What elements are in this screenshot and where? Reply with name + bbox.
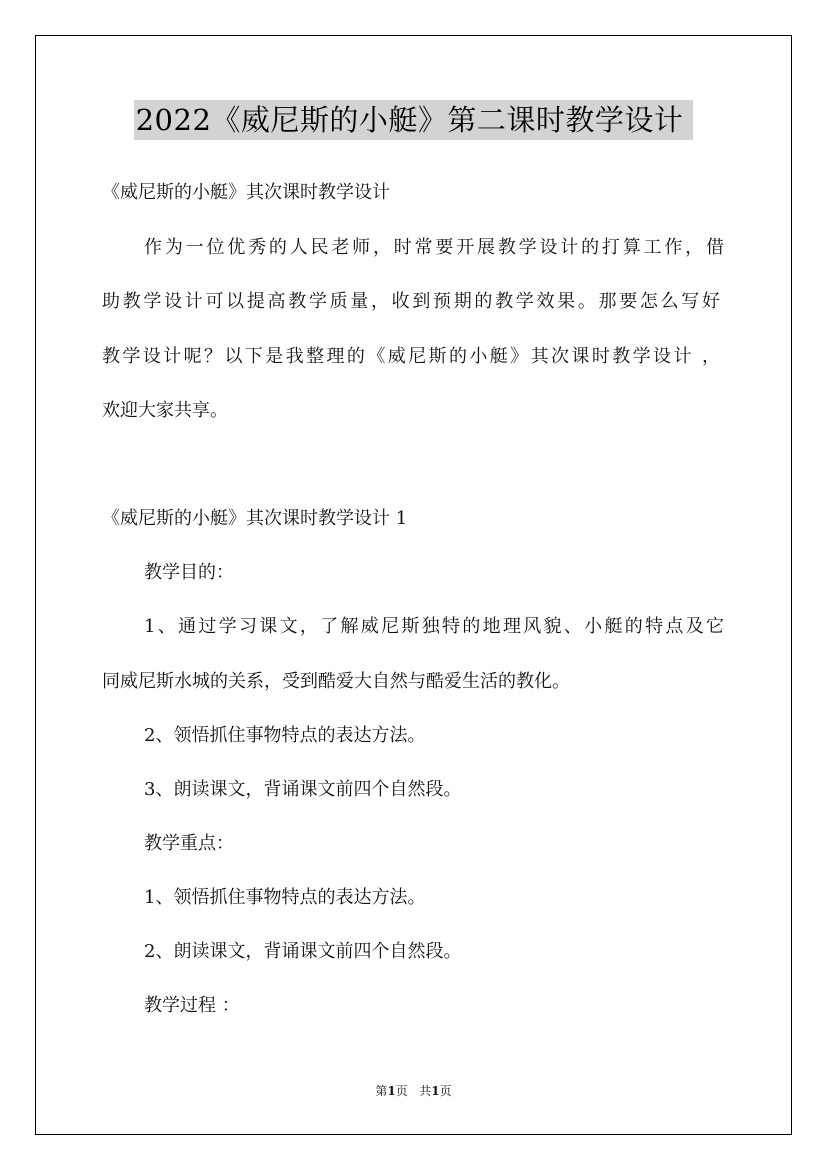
total-suffix: 页 <box>439 1084 452 1098</box>
intro-line-1: 作为一位优秀的人民老师，时常要开展教学设计的打算工作，借 <box>144 237 724 258</box>
key-point-2: 2、朗读课文，背诵课文前四个自然段。 <box>144 941 462 962</box>
document-title: 2022《威尼斯的小艇》第二课时教学设计 <box>134 100 694 140</box>
key-point-1: 1、领悟抓住事物特点的表达方法。 <box>144 887 426 908</box>
objectives-label: 教学目的： <box>144 562 234 583</box>
intro-line-2: 助教学设计可以提高教学质量，收到预期的教学效果。那要怎么写好 <box>102 291 720 312</box>
page-number: 1 <box>387 1084 396 1098</box>
page-prefix: 第 <box>375 1084 388 1098</box>
objective-1-line-1: 1、通过学习课文，了解威尼斯独特的地理风貌、小艇的特点及它 <box>144 616 724 637</box>
objective-1-line-2: 同威尼斯水城的关系，受到酷爱大自然与酷爱生活的教化。 <box>102 671 570 692</box>
objective-2: 2、领悟抓住事物特点的表达方法。 <box>144 725 426 746</box>
intro-line-4: 欢迎大家共享。 <box>102 400 228 421</box>
total-prefix: 共 <box>419 1084 432 1098</box>
title-container <box>0 100 827 140</box>
page-footer <box>0 1083 827 1099</box>
page-suffix: 页 <box>395 1084 408 1098</box>
total-number: 1 <box>431 1084 440 1098</box>
key-points-label: 教学重点： <box>144 833 234 854</box>
document-subtitle: 《威尼斯的小艇》其次课时教学设计 <box>102 182 390 203</box>
objective-3: 3、朗读课文，背诵课文前四个自然段。 <box>144 779 462 800</box>
section-heading: 《威尼斯的小艇》其次课时教学设计 1 <box>102 508 408 529</box>
process-label: 教学过程 ： <box>144 995 240 1016</box>
intro-line-3: 教学设计呢？以下是我整理的《威尼斯的小艇》其次课时教学设计 ， <box>102 346 720 367</box>
